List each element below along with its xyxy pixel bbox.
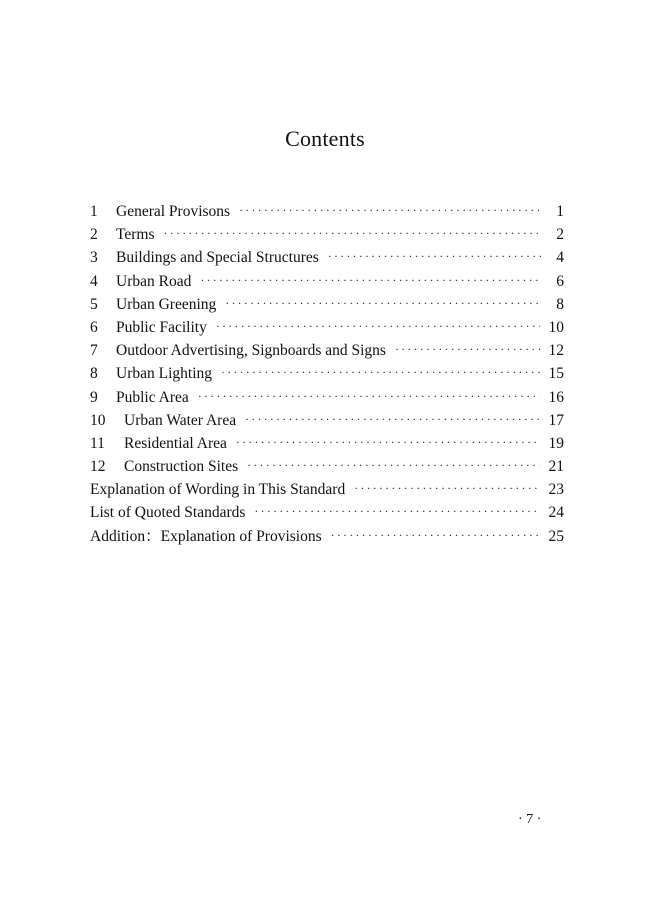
toc-entry-number: 1: [90, 203, 98, 220]
toc-entry-page: 10: [548, 318, 564, 336]
toc-entry-urban-lighting[interactable]: [90, 362, 564, 385]
toc-entry-number: 3: [90, 249, 98, 267]
dot-leader: [395, 338, 540, 361]
toc-entry-page: 1: [556, 203, 564, 220]
toc-entry-urban-road[interactable]: [90, 270, 564, 293]
dot-leader: [245, 408, 539, 431]
toc-entry-terms[interactable]: [90, 223, 564, 246]
toc-entry-title: Residential Area: [124, 434, 227, 452]
toc-entry-public-area[interactable]: [90, 386, 564, 409]
toc-entry-general-provisions[interactable]: [90, 200, 564, 223]
toc-entry-page: 19: [548, 434, 564, 452]
toc-entry-number: 7: [90, 342, 98, 360]
dot-leader: [221, 361, 540, 384]
toc-entry-page: 21: [548, 458, 564, 476]
toc-entry-page: 12: [548, 342, 564, 360]
toc-entry-title: List of Quoted Standards: [90, 504, 246, 522]
toc-entry-page: 24: [548, 504, 564, 522]
toc-entry-urban-greening[interactable]: [90, 293, 564, 316]
dot-leader: [236, 431, 540, 454]
toc-entry-page: 6: [556, 272, 564, 290]
table-of-contents: [90, 200, 564, 548]
toc-entry-number: 12: [90, 458, 106, 476]
dot-leader: [225, 292, 541, 315]
dot-leader: [216, 315, 540, 338]
toc-entry-page: 4: [556, 249, 564, 267]
toc-entry-quoted-standards[interactable]: [90, 501, 564, 524]
toc-entry-explanation-of-wording[interactable]: [90, 478, 564, 501]
toc-entry-number: 5: [90, 295, 98, 313]
toc-entry-title: Public Facility: [116, 318, 207, 336]
toc-entry-number: 4: [90, 272, 98, 290]
toc-entry-title: Addition：Explanation of Provisions: [90, 527, 322, 545]
dot-leader: [331, 524, 540, 547]
toc-entry-number: 8: [90, 365, 98, 383]
toc-entry-number: 11: [90, 434, 105, 452]
toc-entry-urban-water-area[interactable]: [90, 409, 564, 432]
toc-entry-page: 16: [548, 388, 564, 406]
toc-entry-number: 6: [90, 318, 98, 336]
toc-entry-number: 2: [90, 226, 98, 244]
dot-leader: [198, 385, 540, 408]
toc-entry-construction-sites[interactable]: [90, 455, 564, 478]
toc-entry-page: 17: [548, 411, 564, 429]
dot-leader: [164, 222, 541, 245]
toc-entry-title: Urban Water Area: [124, 411, 237, 429]
toc-entry-title: Construction Sites: [124, 458, 239, 476]
toc-entry-outdoor-advertising[interactable]: [90, 339, 564, 362]
toc-entry-title: Urban Lighting: [116, 365, 212, 383]
toc-entry-title: Outdoor Advertising, Signboards and Signs: [116, 342, 386, 360]
dot-leader: [247, 454, 539, 477]
toc-entry-title: Explanation of Wording in This Standard: [90, 481, 346, 499]
toc-entry-page: 8: [556, 295, 564, 313]
toc-entry-page: 25: [548, 527, 564, 545]
toc-entry-title: General Provisons: [116, 203, 231, 220]
toc-entry-page: 15: [548, 365, 564, 383]
dot-leader: [254, 500, 539, 523]
dot-leader: [354, 477, 539, 500]
dot-leader: [239, 199, 541, 222]
toc-entry-addition-explanation[interactable]: [90, 525, 564, 548]
toc-entry-title: Urban Greening: [116, 295, 217, 313]
toc-entry-buildings[interactable]: [90, 246, 564, 269]
toc-entry-title: Buildings and Special Structures: [116, 249, 319, 267]
toc-entry-number: 10: [90, 411, 106, 429]
dot-leader: [200, 269, 541, 292]
toc-entry-title: Terms: [116, 226, 155, 244]
dot-leader: [328, 245, 541, 268]
toc-entry-residential-area[interactable]: [90, 432, 564, 455]
toc-entry-number: 9: [90, 388, 98, 406]
toc-entry-title: Urban Road: [116, 272, 192, 290]
toc-entry-title: Public Area: [116, 388, 189, 406]
toc-entry-public-facility[interactable]: [90, 316, 564, 339]
page-number: · 7 ·: [518, 812, 542, 827]
toc-entry-page: 23: [548, 481, 564, 499]
page-title: Contents: [285, 126, 365, 151]
toc-entry-page: 2: [556, 226, 564, 244]
